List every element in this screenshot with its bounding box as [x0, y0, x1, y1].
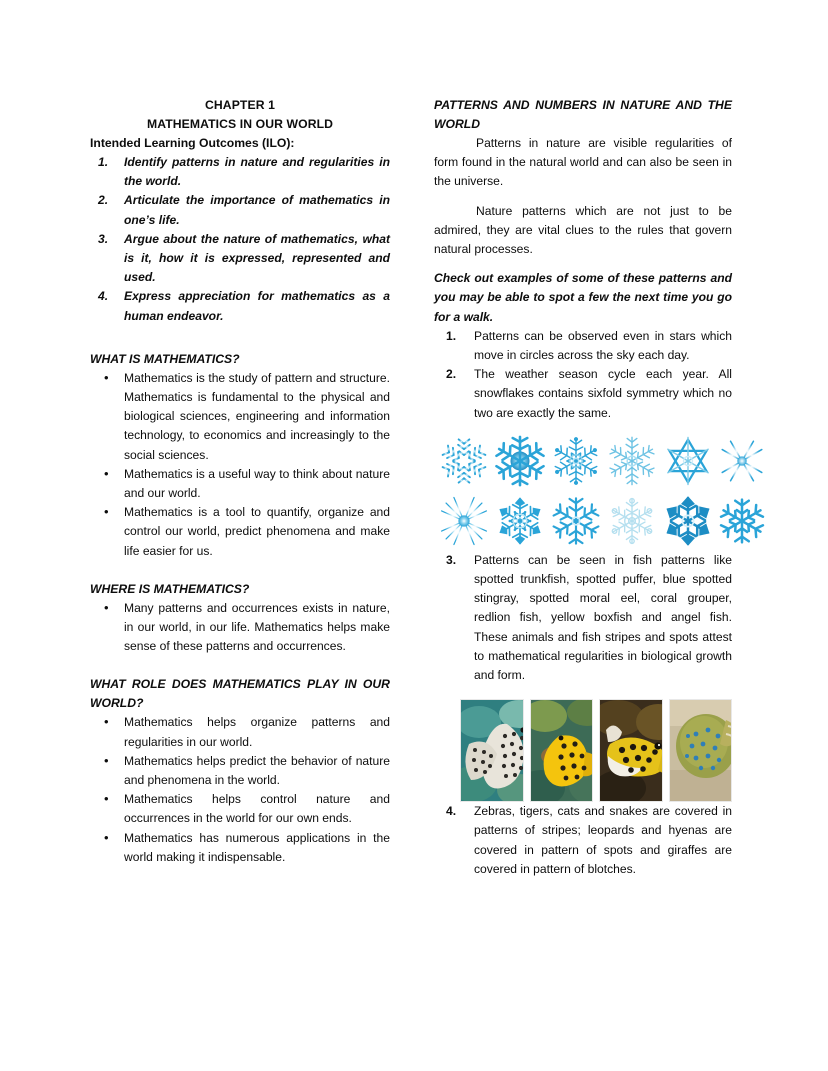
- ilo-heading: Intended Learning Outcomes (ILO):: [90, 136, 295, 150]
- what-role-list: [90, 713, 390, 867]
- spacer: [90, 561, 390, 580]
- snowflake-classic-dendrite-icon: [436, 431, 492, 491]
- list-item-text: Patterns can be observed even in stars which move in circles across the sky each day.: [474, 328, 732, 363]
- snowflake-oval-fern-icon: [604, 431, 660, 491]
- pattern-examples-list-b: [434, 551, 732, 685]
- callout-check-out-examples: Check out examples of some of these patterns and you may be able to spot a few the next time you go for a walk.: [434, 271, 732, 324]
- spacer: [90, 326, 390, 350]
- list-item: • Mathematics is a useful way to think about nature and our world.: [90, 465, 390, 503]
- ilo-item-number: 4.: [98, 289, 109, 304]
- snowflake-pale-filigree-icon: [604, 491, 660, 551]
- ilo-item-number: 3.: [98, 231, 109, 246]
- snowflake-simple-stellar-icon: [716, 491, 768, 551]
- snowflake-sharp-dendrite-icon: [548, 491, 604, 551]
- what-is-mathematics-list: [90, 369, 390, 561]
- spacer: [90, 656, 390, 675]
- ilo-item: [90, 153, 390, 191]
- list-item: • Mathematics is the study of pattern and structure. Mathematics is fundamental to the physical and biological sciences, engineering and information technology, to economics and increasingly to the social sciences.: [90, 369, 390, 465]
- ilo-item-number: 1.: [98, 155, 109, 169]
- chapter-title: MATHEMATICS IN OUR WORLD: [146, 117, 334, 131]
- ilo-item-text: Identify patterns in nature and regularities in the world.: [124, 155, 390, 189]
- spotted-puffer-photo: [599, 699, 663, 802]
- where-is-mathematics-list: [90, 599, 390, 657]
- pattern-examples-list-c: [434, 802, 732, 879]
- snowflake-grid: [436, 431, 736, 551]
- snowflake-radial-glow-icon: [492, 431, 548, 491]
- yellow-boxfish-photo: [530, 699, 594, 802]
- snowflake-bold-crystal-icon: [660, 491, 716, 551]
- section-heading-what-role-does-mathematics-play: WHAT ROLE DOES MATHEMATICS PLAY IN OUR WORLD?: [90, 677, 390, 711]
- list-item: • Mathematics helps control nature and occurrences in the world for our own ends.: [90, 790, 390, 828]
- list-item-number: 4.: [446, 804, 457, 819]
- left-column: [90, 96, 390, 879]
- list-item-number: 3.: [446, 552, 457, 567]
- ilo-list: [90, 153, 390, 326]
- list-item-text: Zebras, tigers, cats and snakes are covered in patterns of stripes; leopards and hyenas are covered in pattern of spots and giraffes are covered in pattern of blotches.: [474, 804, 732, 876]
- ilo-item-text: Argue about the nature of mathematics, what is it, how it is expressed, represented and used.: [124, 231, 390, 285]
- ilo-item: [90, 191, 390, 229]
- ilo-item: [90, 230, 390, 288]
- section-heading-what-is-mathematics: WHAT IS MATHEMATICS?: [90, 351, 240, 366]
- patterned-fish-photos-figure: [460, 699, 732, 802]
- list-item: [434, 802, 732, 879]
- section-heading-patterns-and-numbers: PATTERNS AND NUMBERS IN NATURE AND THE WORLD: [434, 98, 732, 131]
- snowflake-ornate-crystal-icon: [492, 491, 548, 551]
- snowflake-collage-figure: [436, 431, 736, 551]
- snowflake-sunburst-icon: [436, 491, 492, 551]
- list-item: [434, 327, 732, 365]
- ilo-item-number: 2.: [98, 193, 109, 208]
- list-item: • Mathematics is a tool to quantify, organize and control our world, predict phenomena and make life easier for us.: [90, 503, 390, 561]
- list-item: • Many patterns and occurrences exists in nature, in our world, in our life. Mathematics helps make sense of these patterns and occurrences.: [90, 599, 390, 657]
- list-item: • Mathematics helps organize patterns and regularities in our world.: [90, 713, 390, 751]
- ilo-item: [90, 287, 390, 325]
- blue-spotted-stingray-photo: [669, 699, 733, 802]
- paragraph-nature-patterns: Nature patterns which are not just to be admired, they are vital clues to the rules that govern natural processes.: [434, 203, 732, 257]
- list-item-text: Patterns can be seen in fish patterns like spotted trunkfish, spotted puffer, blue spotted stingray, spotted moral eel, coral grouper, redlion fish, yellow boxfish and angel fish. These animals and fish stripes and spots attest to mathematical regularities in biological growth and form.: [474, 552, 732, 683]
- chapter-label: CHAPTER 1: [205, 98, 275, 112]
- list-item-text: The weather season cycle each year. All snowflakes contains sixfold symmetry which no two are exactly the same.: [474, 367, 732, 420]
- list-item: • Mathematics has numerous applications in the world making it indispensable.: [90, 829, 390, 867]
- section-heading-where-is-mathematics: WHERE IS MATHEMATICS?: [90, 581, 250, 596]
- paragraph-patterns-in-nature: Patterns in nature are visible regularities of form found in the natural world and can also be seen in the universe.: [434, 136, 732, 189]
- list-item-number: 1.: [446, 328, 457, 343]
- right-column: [434, 96, 732, 879]
- list-item: • Mathematics helps predict the behavior of nature and phenomena in the world.: [90, 752, 390, 790]
- list-item: [434, 365, 732, 423]
- ilo-item-text: Express appreciation for mathematics as a human endeavor.: [124, 289, 390, 323]
- list-item: [434, 551, 732, 685]
- spotted-trunkfish-photo: [460, 699, 524, 802]
- list-item-number: 2.: [446, 367, 457, 382]
- ilo-item-text: Articulate the importance of mathematics in one’s life.: [124, 193, 390, 227]
- spacer: [434, 192, 732, 202]
- snowflake-lacy-round-icon: [548, 431, 604, 491]
- spacer: [434, 259, 732, 269]
- snowflake-star-of-david-icon: [660, 431, 716, 491]
- snowflake-burst-needle-icon: [716, 431, 768, 491]
- two-column-body: [0, 96, 828, 879]
- pattern-examples-list-a: [434, 327, 732, 423]
